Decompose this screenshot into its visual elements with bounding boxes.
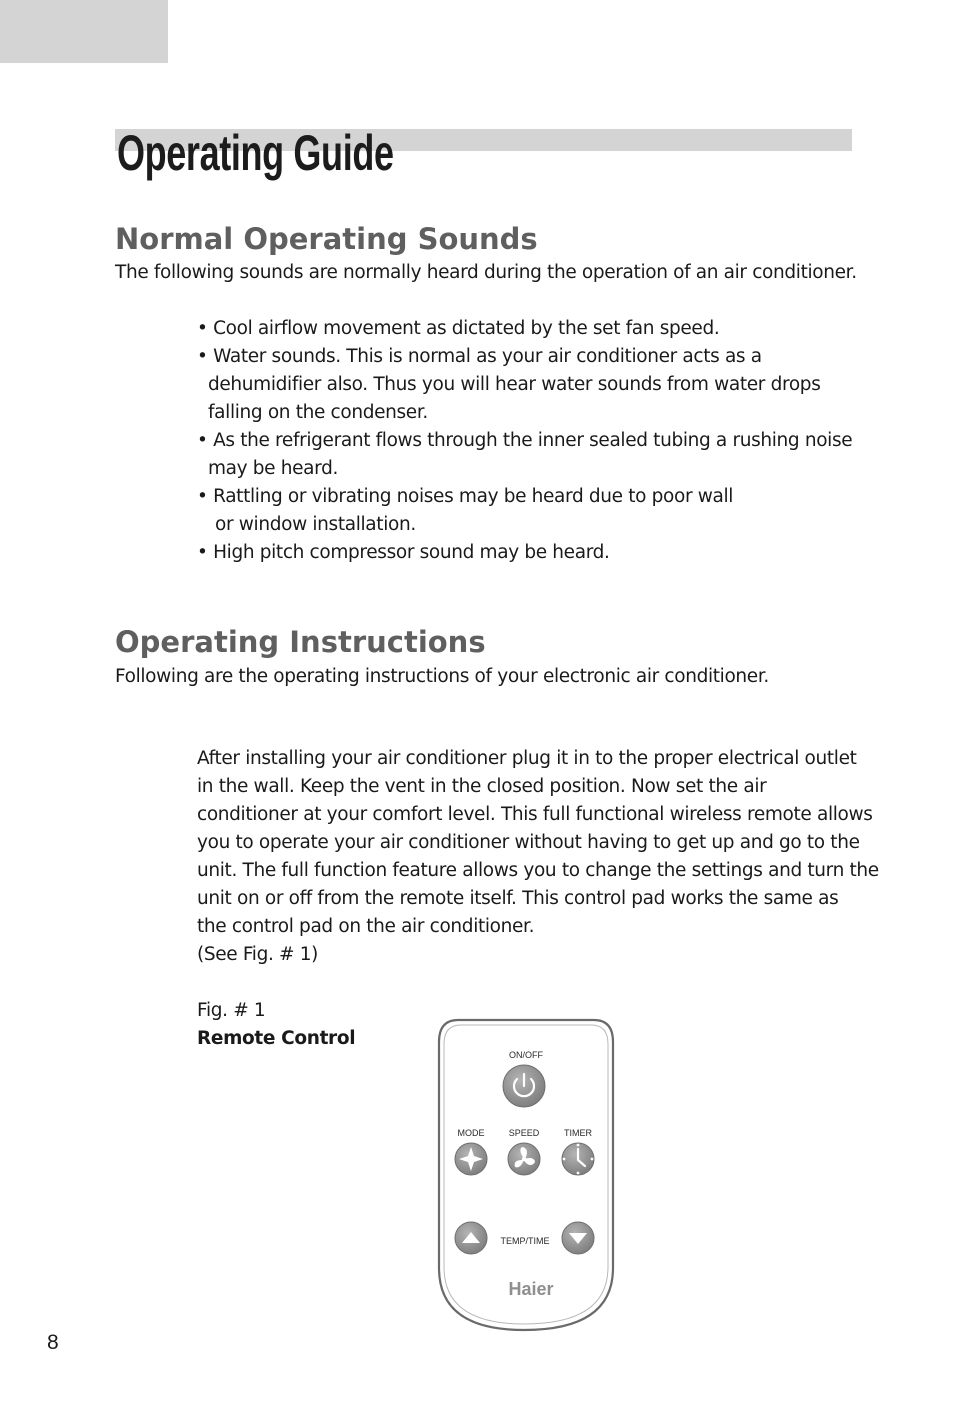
paragraph-line: unit. The full function feature allows you to change the settings and turn the [197, 860, 879, 881]
paragraph-line: you to operate your air conditioner without having to get up and go to the [197, 832, 860, 853]
remote-control-illustration [434, 1016, 618, 1334]
instructions-heading: Operating Instructions [115, 625, 486, 659]
list-item-continuation: may be heard. [208, 458, 338, 479]
brand-logo: Haier [508, 1279, 554, 1299]
power-button[interactable] [503, 1065, 545, 1107]
page-number: 8 [47, 1331, 59, 1354]
timer-label: TIMER [564, 1128, 592, 1138]
paragraph-line: conditioner at your comfort level. This full functional wireless remote allows [197, 804, 873, 825]
paragraph-line: in the wall. Keep the vent in the closed position. Now set the air [197, 776, 767, 797]
on-off-label: ON/OFF [509, 1050, 543, 1060]
paragraph-line: unit on or off from the remote itself. This control pad works the same as [197, 888, 839, 909]
paragraph-line: After installing your air conditioner plug it in to the proper electrical outlet [197, 748, 857, 769]
figure-caption: Remote Control [197, 1028, 356, 1049]
list-item: • As the refrigerant flows through the inner sealed tubing a rushing noise [197, 430, 853, 451]
mode-button[interactable] [455, 1143, 487, 1175]
speed-button[interactable] [508, 1143, 540, 1175]
figure-number: Fig. # 1 [197, 1000, 266, 1021]
list-item: • Cool airflow movement as dictated by the set fan speed. [197, 318, 720, 339]
temp-up-button[interactable] [455, 1222, 487, 1254]
list-item-continuation: dehumidifier also. Thus you will hear water sounds from water drops [208, 374, 821, 395]
instructions-intro: Following are the operating instructions of your electronic air conditioner. [115, 666, 769, 687]
list-item: • Rattling or vibrating noises may be heard due to poor wall [197, 486, 734, 507]
list-item-continuation: or window installation. [215, 514, 416, 535]
sounds-heading: Normal Operating Sounds [115, 222, 538, 256]
list-item: • Water sounds. This is normal as your air conditioner acts as a [197, 346, 762, 367]
speed-label: SPEED [508, 1128, 540, 1138]
list-item: • High pitch compressor sound may be heard. [197, 542, 610, 563]
timer-button[interactable] [562, 1143, 594, 1175]
paragraph-line: the control pad on the air conditioner. [197, 916, 535, 937]
temp-time-label: TEMP/TIME [500, 1236, 550, 1246]
page-title: Operating Guide [117, 125, 394, 181]
paragraph-line: (See Fig. # 1) [197, 944, 319, 965]
corner-tab [0, 0, 168, 63]
list-item-continuation: falling on the condenser. [208, 402, 428, 423]
temp-down-button[interactable] [562, 1222, 594, 1254]
sounds-intro: The following sounds are normally heard during the operation of an air conditioner. [115, 262, 857, 283]
mode-label: MODE [457, 1128, 485, 1138]
